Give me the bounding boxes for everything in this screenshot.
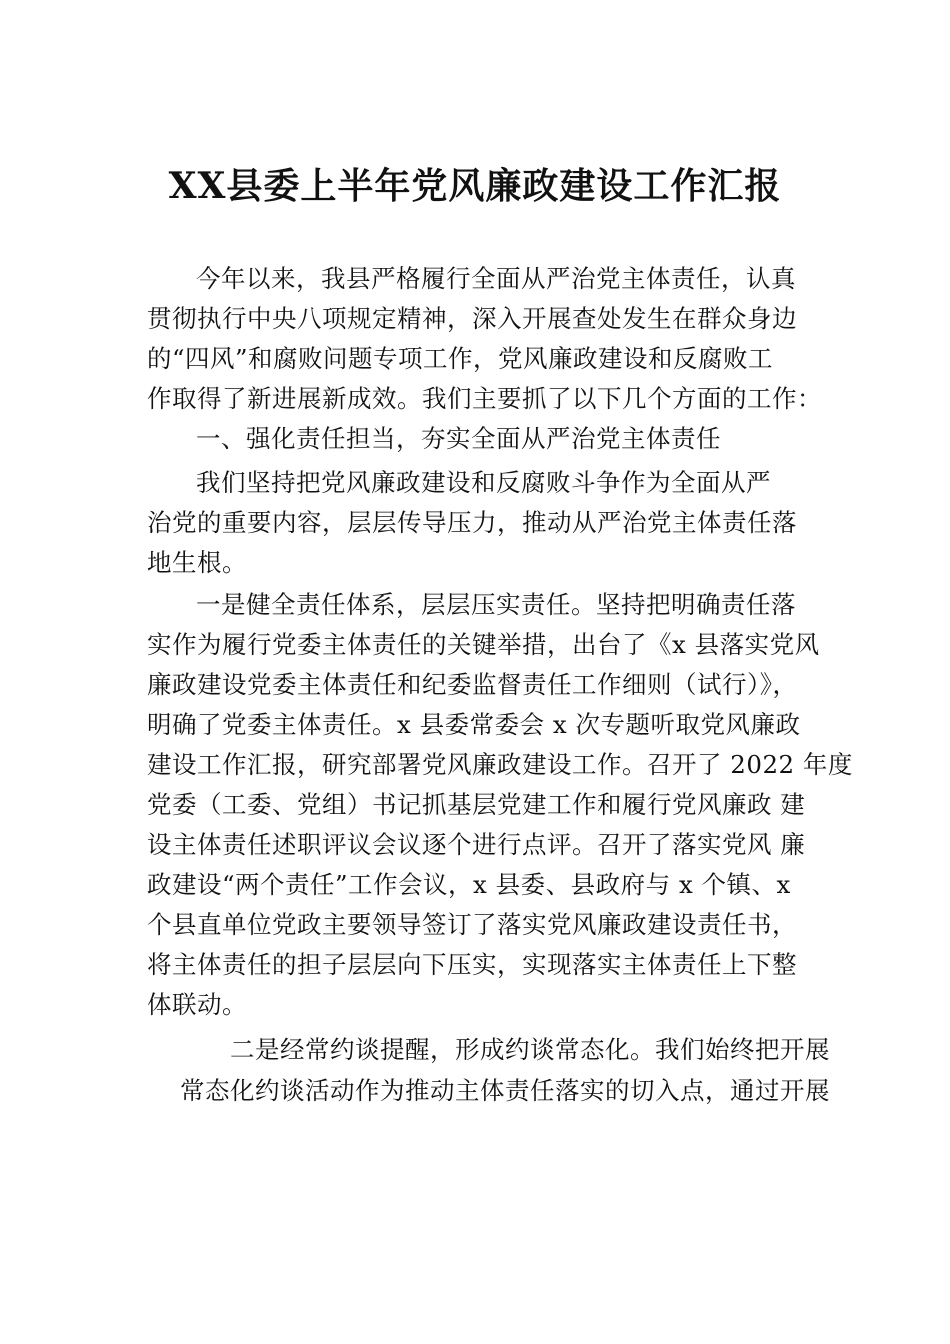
paragraph-line: 将主体责任的担子层层向下压实，实现落实主体责任上下整 xyxy=(147,950,797,979)
paragraph-line: 二是经常约谈提醒，形成约谈常态化。我们始终把开展 xyxy=(230,1035,830,1064)
paragraph-line: 体联动。 xyxy=(147,990,247,1019)
paragraph-line: 作取得了新进展新成效。我们主要抓了以下几个方面的工作： xyxy=(147,384,822,413)
section-heading: 一、强化责任担当，夯实全面从严治党主体责任 xyxy=(196,424,721,453)
paragraph-line: 地生根。 xyxy=(147,548,247,577)
paragraph-line: 建设工作汇报，研究部署党风廉政建设工作。召开了 2022 年度 xyxy=(147,750,853,779)
paragraph-line: 个县直单位党政主要领导签订了落实党风廉政建设责任书， xyxy=(147,910,797,939)
paragraph-line: 的“四风”和腐败问题专项工作，党风廉政建设和反腐败工 xyxy=(147,344,774,373)
paragraph-line: 常态化约谈活动作为推动主体责任落实的切入点，通过开展 xyxy=(180,1076,830,1105)
paragraph-line: 我们坚持把党风廉政建设和反腐败斗争作为全面从严 xyxy=(196,468,771,497)
paragraph-line: 党委（工委、党组）书记抓基层党建工作和履行党风廉政 建 xyxy=(147,790,806,819)
paragraph-line: 设主体责任述职评议会议逐个进行点评。召开了落实党风 廉 xyxy=(147,830,806,859)
paragraph-line: 明确了党委主体责任。x 县委常委会 x 次专题听取党风廉政 xyxy=(147,710,801,739)
paragraph-line: 实作为履行党委主体责任的关键举措，出台了《x 县落实党风 xyxy=(147,630,820,659)
paragraph-line: 一是健全责任体系，层层压实责任。坚持把明确责任落 xyxy=(196,590,796,619)
document-title: XX县委上半年党风廉政建设工作汇报 xyxy=(168,165,782,207)
paragraph-line: 治党的重要内容，层层传导压力，推动从严治党主体责任落 xyxy=(147,508,797,537)
paragraph-line: 政建设“两个责任”工作会议，x 县委、县政府与 x 个镇、x xyxy=(147,870,791,899)
paragraph-line: 今年以来，我县严格履行全面从严治党主体责任，认真 xyxy=(196,264,796,293)
paragraph-line: 廉政建设党委主体责任和纪委监督责任工作细则（试行）》， xyxy=(147,670,798,699)
paragraph-line: 贯彻执行中央八项规定精神，深入开展查处发生在群众身边 xyxy=(147,304,797,333)
